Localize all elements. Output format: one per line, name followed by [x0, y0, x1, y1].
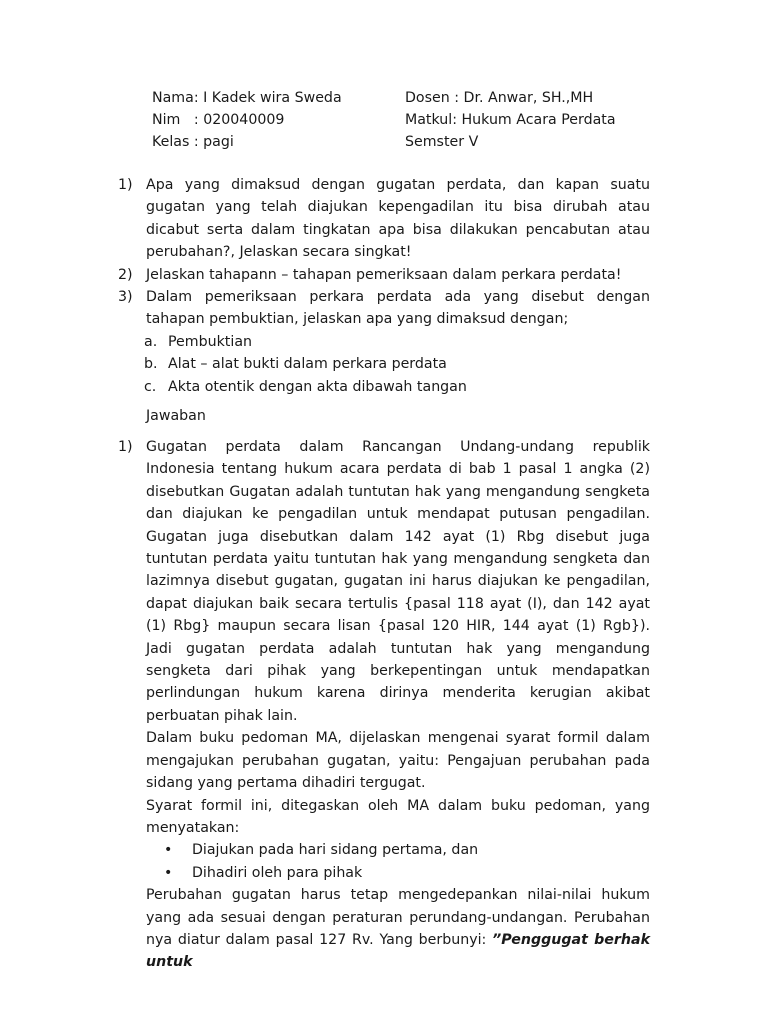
sub-item — [118, 376, 650, 398]
answer-paragraph: Dalam buku pedoman MA, dijelaskan mengenai syarat formil dalam mengajukan perubahan gugatan, yaitu: Pengajuan perubahan pada sidang yang pertama dihadiri tergugat. — [146, 730, 650, 792]
answer-paragraph — [118, 884, 650, 974]
answer-paragraph: Syarat formil ini, ditegaskan oleh MA dalam buku pedoman, yang menyatakan: — [146, 797, 650, 836]
answer-paragraph — [118, 436, 650, 727]
legal-quote: ”Penggugat berhak untuk — [146, 931, 651, 971]
sub-item-text: Pembuktian — [168, 333, 253, 350]
answer-heading: Jawaban — [146, 408, 206, 424]
lecturer: Dosen : Dr. Anwar, SH.,MH — [405, 90, 594, 106]
question-item — [118, 264, 650, 286]
bullet-icon: • — [164, 842, 173, 859]
question-list — [118, 174, 650, 398]
sub-item-text: Akta otentik dengan akta dibawah tangan — [168, 378, 467, 395]
answer-text: Perubahan gugatan harus tetap mengedepankan nilai-nilai hukum yang ada sesuai dengan peraturan perundang-undangan. Perubahan nya diatur dalam pasal 127 Rv. Yang berbunyi: — [146, 887, 650, 948]
course-info — [405, 87, 616, 153]
sub-item-letter: a. — [144, 333, 158, 350]
sub-item-text: Alat – alat bukti dalam perkara perdata — [168, 356, 447, 373]
bullet-item — [118, 862, 650, 884]
question-text: Jelaskan tahapann – tahapan pemeriksaan dalam perkara perdata! — [146, 266, 622, 283]
answer-number: 1) — [118, 439, 133, 455]
question-text: Dalam pemeriksaan perkara perdata ada yang disebut dengan tahapan pembuktian, jelaskan apa yang dimaksud dengan; — [146, 289, 650, 328]
bullet-text: Dihadiri oleh para pihak — [192, 864, 363, 881]
question-number: 2) — [118, 266, 133, 283]
sub-item-letter: b. — [144, 356, 158, 373]
semester: Semster V — [405, 134, 479, 150]
question-text: Apa yang dimaksud dengan gugatan perdata, dan kapan suatu gugatan yang telah diajukan kepengadilan itu bisa dirubah atau dicabut serta dalam tingkatan apa bisa dilakukan pencabutan atau perubahan?, Jelaskan secara singkat! — [146, 177, 650, 261]
student-name: Nama: I Kadek wira Sweda — [152, 90, 342, 106]
question-number: 3) — [118, 289, 133, 306]
bullet-icon: • — [164, 864, 173, 881]
student-info — [152, 87, 342, 153]
question-item — [118, 174, 650, 264]
question-number: 1) — [118, 177, 133, 193]
sub-item-letter: c. — [144, 378, 157, 395]
answer-text: Gugatan perdata dalam Rancangan Undang-undang republik Indonesia tentang hukum acara perdata di bab 1 pasal 1 angka (2) disebutkan Gugatan adalah tuntutan hak yang mengandung sengketa dan diajukan ke pengadilan untuk mendapat putusan pengadilan. Gugatan juga disebutkan dalam 142 ayat (1) Rbg disebut juga tuntutan perdata yaitu tuntutan hak yang mengandung sengketa dan lazimnya disebut gugatan, gugatan ini harus diajukan ke pengadilan, dapat diajukan baik secara tertulis {pasal 118 ayat (I), dan 142 ayat (1) Rbg} maupun secara lisan {pasal 120 HIR, 144 ayat (1) Rgb}). Jadi gugatan perdata adalah tuntutan hak yang mengandung sengketa dari pihak yang berkepentingan untuk mendapatkan perlindungan hukum karena dirinya menderita kerugian akibat perbuatan pihak lain. — [146, 439, 650, 724]
sub-item — [118, 331, 650, 353]
sub-item — [118, 353, 650, 375]
course-name: Matkul: Hukum Acara Perdata — [405, 112, 616, 128]
question-item — [118, 286, 650, 331]
bullet-text: Diajukan pada hari sidang pertama, dan — [192, 842, 479, 859]
student-class: Kelas : pagi — [152, 134, 234, 150]
bullet-item — [118, 839, 650, 861]
student-nim: Nim : 020040009 — [152, 112, 285, 128]
answer-section — [118, 436, 650, 974]
